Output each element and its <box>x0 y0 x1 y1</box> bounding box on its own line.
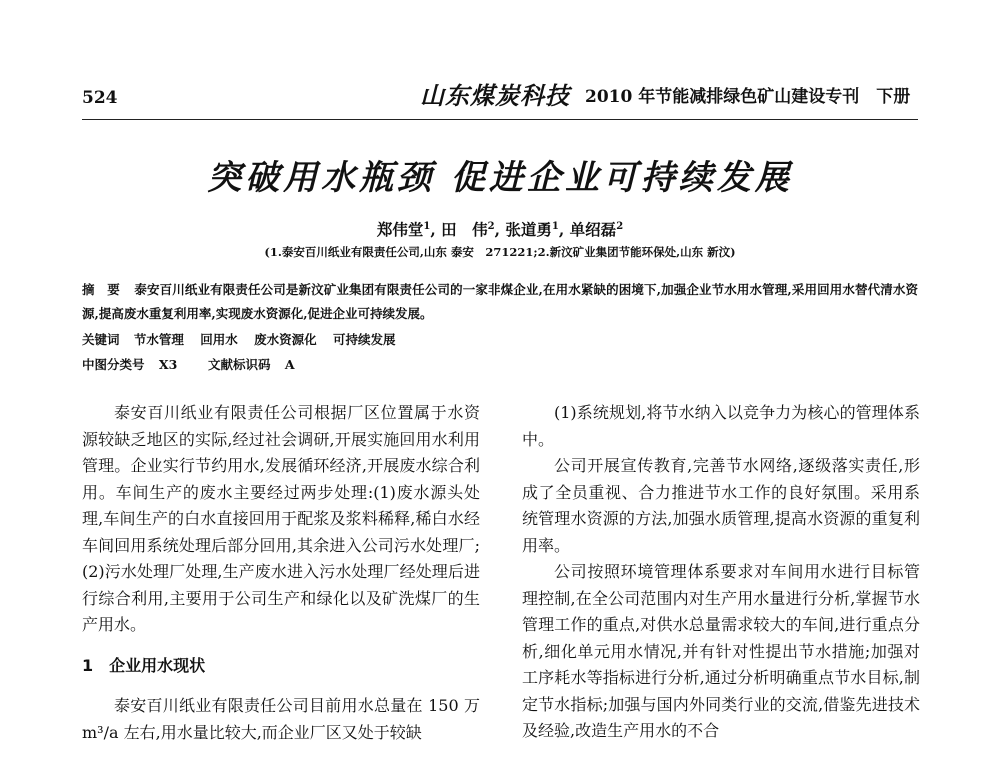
right-column <box>522 400 920 745</box>
author-name: 张道勇 <box>505 220 552 239</box>
body-paragraph: 泰安百川纸业有限责任公司根据厂区位置属于水资源较缺乏地区的实际,经过社会调研,开展实施回用水利用管理。企业实行节约用水,发展循环经济,开展废水综合利用。车间生产的废水主要经过两步处理:(1)废水源头处理,车间生产的白水直接回用于配浆及浆料稀释,稀白水经车间回用系统处理后部分回用,其余进入公司污水处理厂;(2)污水处理厂处理,生产废水进入污水处理厂经处理后进行综合利用,主要用于公司生产和绿化以及矿洗煤厂的生产用水。 <box>82 403 480 634</box>
keywords-label: 关键词 <box>82 332 120 347</box>
journal-issue: 2010 年节能减排绿色矿山建设专刊 下册 <box>585 87 911 107</box>
class-label: 中图分类号 <box>82 357 145 372</box>
body-paragraph: (1)系统规划,将节水纳入以竞争力为核心的管理体系中。 <box>522 403 920 449</box>
keyword: 可持续发展 <box>333 332 396 347</box>
author-name: 郑伟堂 <box>376 220 424 239</box>
author-affiliations: (1.泰安百川纸业有限责任公司,山东 泰安 271221;2.新汶矿业集团节能环保处,山东 新汶) <box>264 245 736 259</box>
header-divider <box>82 119 918 120</box>
author-affiliation-mark: 2 <box>616 220 624 232</box>
abstract <box>82 278 918 326</box>
author-affiliation-mark: 2 <box>487 220 495 232</box>
author-name: 田 伟 <box>441 220 488 239</box>
keyword: 废水资源化 <box>254 332 317 347</box>
page-number: 524 <box>82 88 118 108</box>
body-paragraph: 公司开展宣传教育,完善节水网络,逐级落实责任,形成了全员重视、合力推进节水工作的良好氛围。采用系统管理水资源的方法,加强水质管理,提高水资源的重复利用率。 <box>522 456 920 555</box>
journal-logo: 山东煤炭科技 <box>420 81 570 110</box>
body-paragraph: 公司按照环境管理体系要求对车间用水进行目标管理控制,在全公司范围内对生产用水量进行分析,掌握节水管理工作的重点,对供水总量需求较大的车间,进行重点分析,细化单元用水情况,并有针对性提出节水措施;加强对工序耗水等指标进行分析,通过分析明确重点节水目标,制定节水指标;加强与国内外同类行业的交流,借鉴先进技术及经验,改造生产用水的不合 <box>522 562 920 740</box>
classification-line <box>82 355 918 373</box>
article-title: 突破用水瓶颈 促进企业可持续发展 <box>207 158 793 198</box>
keywords <box>82 330 918 348</box>
keyword: 节水管理 <box>133 332 184 347</box>
section-heading: 1 企业用水现状 <box>82 655 206 675</box>
abstract-label: 摘 要 <box>82 282 120 297</box>
doc-code-value: A <box>284 357 295 372</box>
author-affiliation-mark: 1 <box>423 220 431 232</box>
body-paragraph: 泰安百川纸业有限责任公司目前用水总量在 150 万 m³/a 左右,用水量比较大,而企业厂区又处于较缺 <box>82 696 480 742</box>
abstract-text: 泰安百川纸业有限责任公司是新汶矿业集团有限责任公司的一家非煤企业,在用水紧缺的困境下,加强企业节水用水管理,采用回用水替代清水资源,提高废水重复利用率,实现废水资源化,促进企业可持续发展。 <box>82 282 918 321</box>
author-list: 郑伟堂$^1$, 田 伟$^2$, 张道勇$^1$, 单绍磊$^2$ <box>376 220 624 239</box>
left-column <box>82 400 480 746</box>
author-name: 单绍磊 <box>569 220 617 239</box>
class-value: X3 <box>158 357 178 372</box>
author-affiliation-mark: 1 <box>551 220 559 232</box>
doc-code-label: 文献标识码 <box>208 357 271 372</box>
keyword: 回用水 <box>200 332 238 347</box>
